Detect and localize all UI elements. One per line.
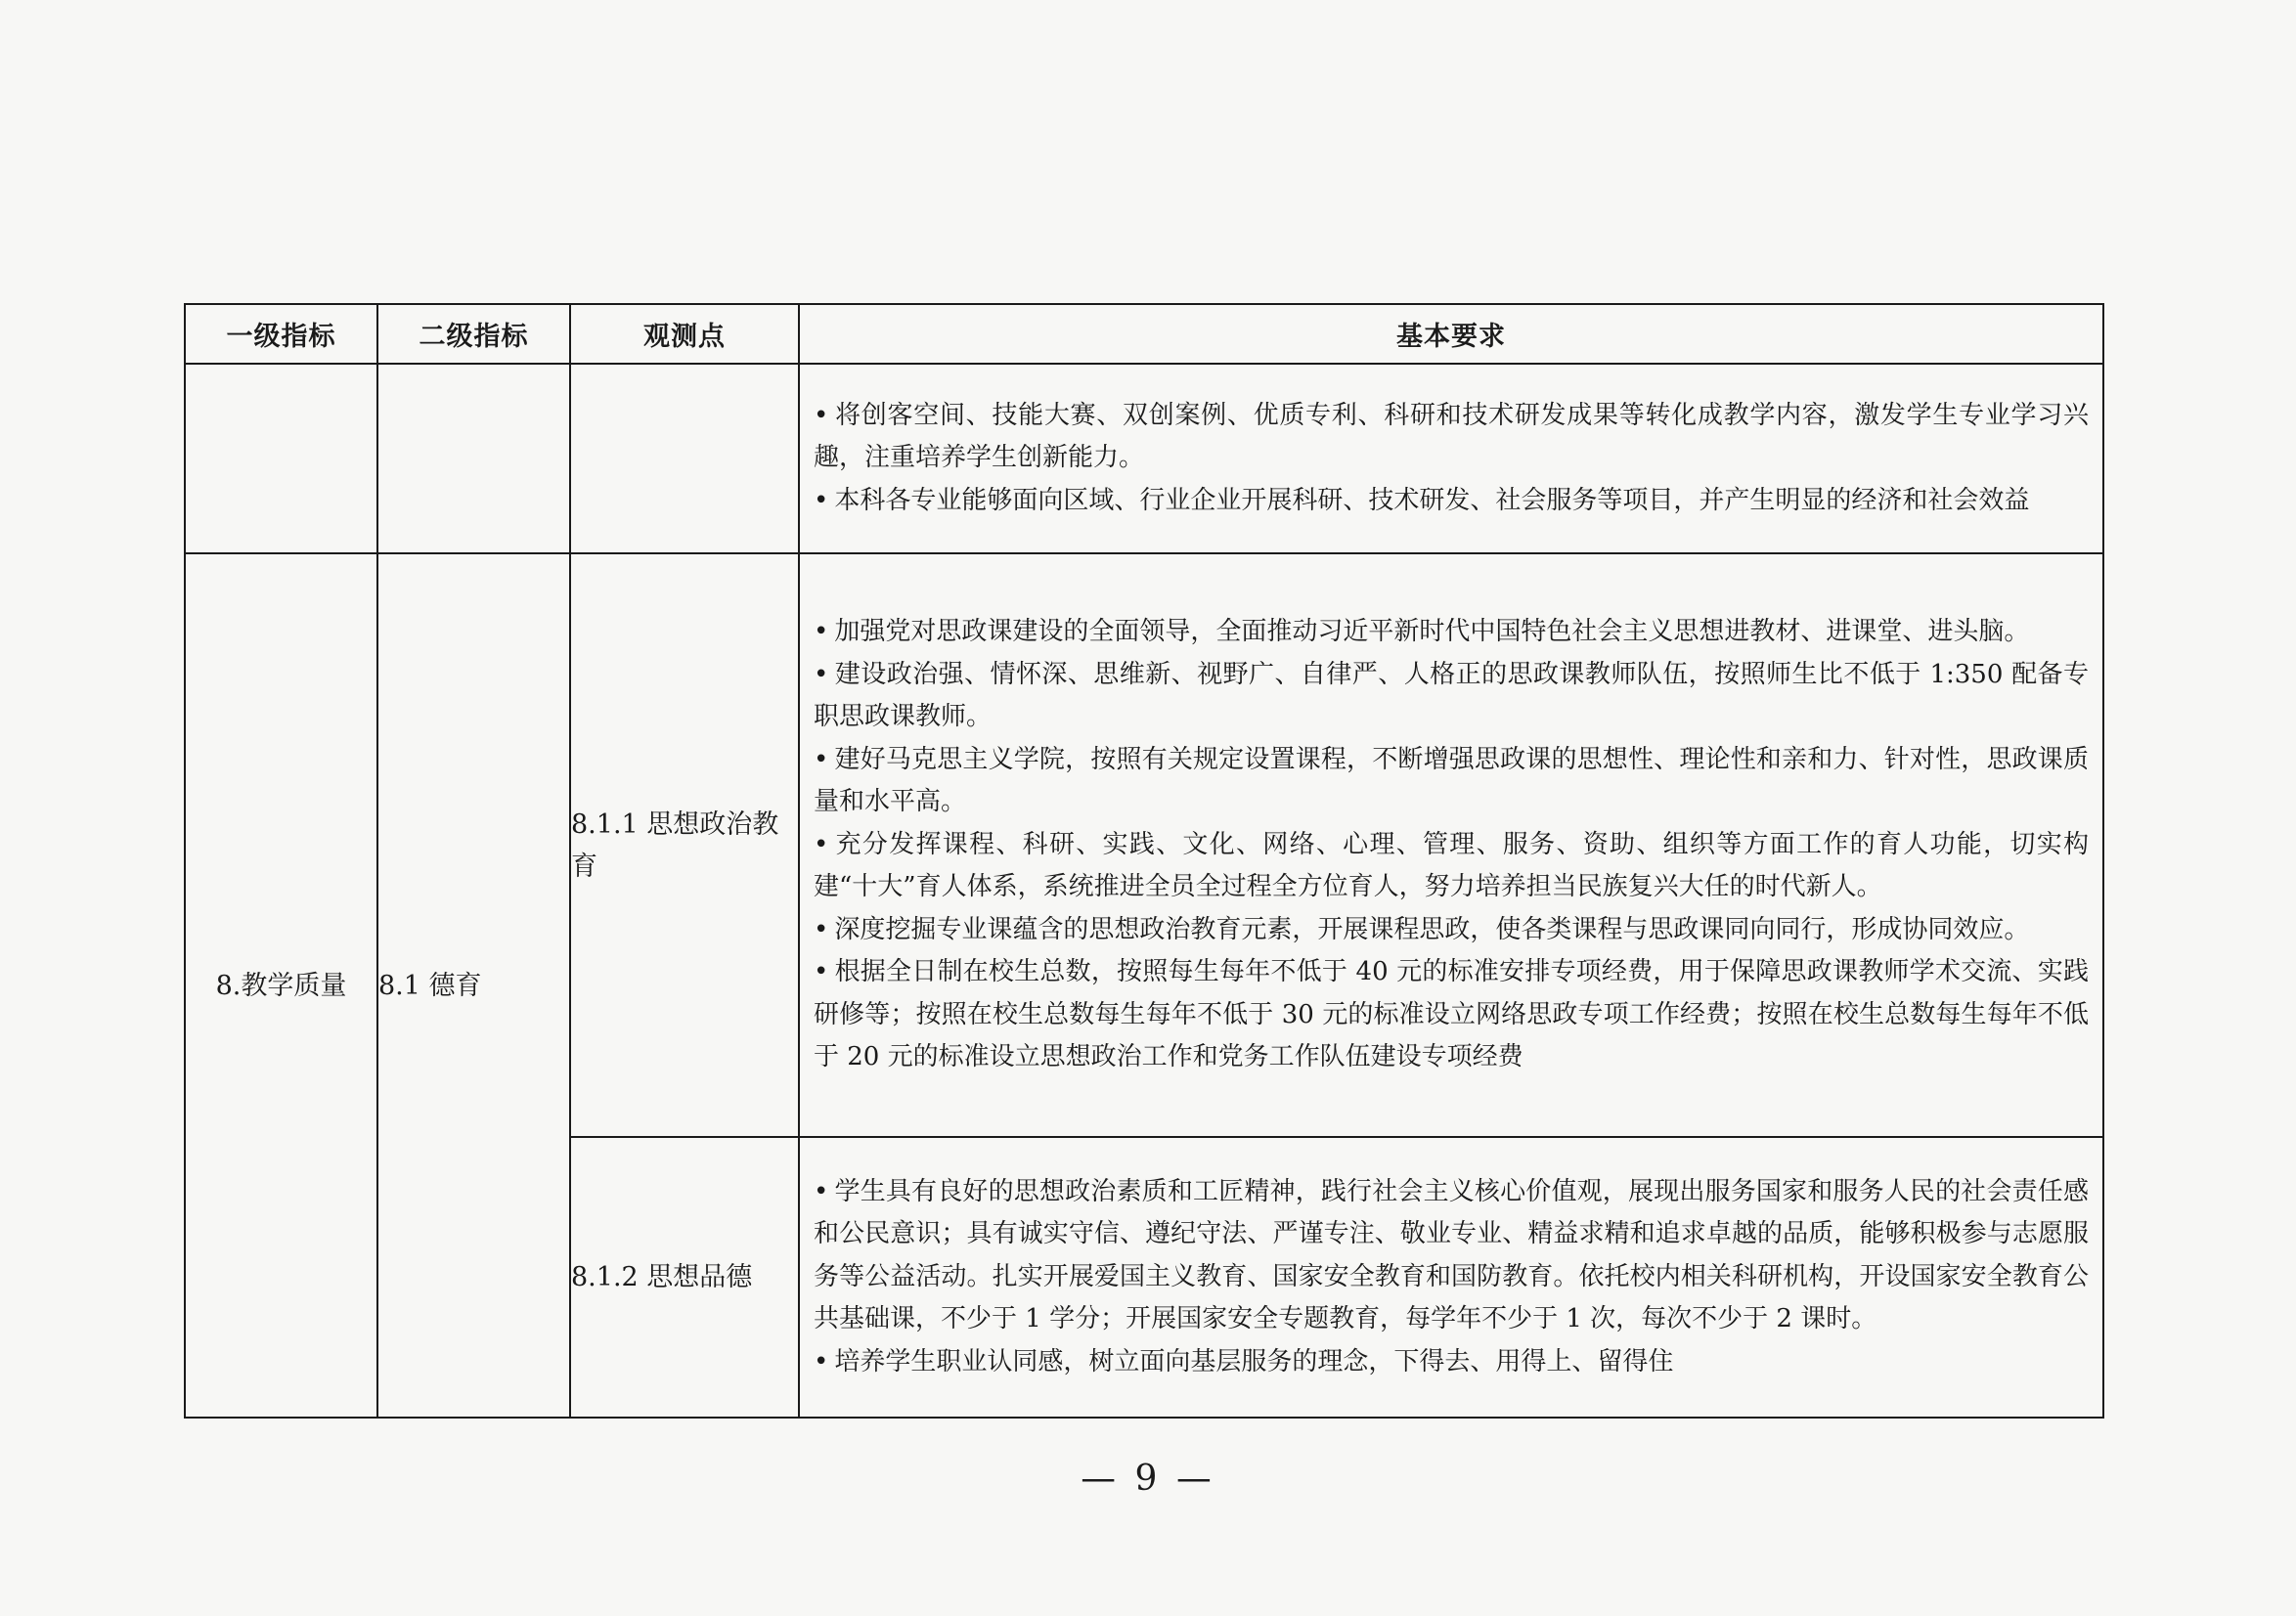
requirements-list xyxy=(800,603,2102,1087)
bullet-icon: • xyxy=(814,957,829,987)
observation-point: 8.1.2 思想品德 xyxy=(570,1137,799,1418)
header-basic-requirements: 基本要求 xyxy=(799,304,2103,364)
table-row xyxy=(185,553,2103,1137)
page-number xyxy=(0,1459,2296,1499)
list-item: • 根据全日制在校生总数，按照每生每年不低于 40 元的标准安排专项经费，用于保障思政课教师学术交流、实践研修等；按照在校生总数每生每年不低于 30 元的标准设立网络思政专项工作经费；按照在校生总数每生每年不低于 20 元的标准设立思想政治工作和党务工作队伍建设专项经费 xyxy=(814,957,2089,1072)
bullet-icon: • xyxy=(814,1346,829,1376)
list-item: • 加强党对思政课建设的全面领导，全面推动习近平新时代中国特色社会主义思想进教材、进课堂、进头脑。 xyxy=(814,617,2030,647)
bullet-icon: • xyxy=(814,829,829,859)
list-item: • 将创客空间、技能大赛、双创案例、优质专利、科研和技术研发成果等转化成教学内容，激发学生专业学习兴趣，注重培养学生创新能力。 xyxy=(814,400,2089,473)
table-header-row xyxy=(185,304,2103,364)
empty-cell xyxy=(570,364,799,553)
requirements-cell xyxy=(799,553,2103,1137)
bullet-icon: • xyxy=(814,485,829,515)
list-item: • 深度挖掘专业课蕴含的思想政治教育元素，开展课程思政，使各类课程与思政课同向同行，形成协同效应。 xyxy=(814,914,2030,944)
level2-indicator: 8.1 德育 xyxy=(377,553,570,1418)
dash-right: — xyxy=(1175,1459,1215,1499)
requirements-list xyxy=(800,387,2102,531)
level1-indicator: 8.教学质量 xyxy=(185,553,377,1418)
bullet-icon: • xyxy=(814,400,829,430)
page-number-value: 9 xyxy=(1134,1459,1162,1499)
empty-cell xyxy=(377,364,570,553)
requirements-cell xyxy=(799,1137,2103,1418)
list-item: • 培养学生职业认同感，树立面向基层服务的理念，下得去、用得上、留得住 xyxy=(814,1346,1674,1376)
bullet-icon: • xyxy=(814,659,829,689)
list-item: • 本科各专业能够面向区域、行业企业开展科研、技术研发、社会服务等项目，并产生明显的经济和社会效益 xyxy=(814,485,2030,515)
bullet-icon: • xyxy=(814,744,829,774)
header-observation-point: 观测点 xyxy=(570,304,799,364)
list-item: • 建设政治强、情怀深、思维新、视野广、自律严、人格正的思政课教师队伍，按照师生比不低于 1:350 配备专职思政课教师。 xyxy=(814,659,2089,732)
header-level1: 一级指标 xyxy=(185,304,377,364)
observation-point: 8.1.1 思想政治教育 xyxy=(570,553,799,1137)
list-item: • 充分发挥课程、科研、实践、文化、网络、心理、管理、服务、资助、组织等方面工作的育人功能，切实构建“十大”育人体系，系统推进全员全过程全方位育人，努力培养担当民族复兴大任的时代新人。 xyxy=(814,829,2089,902)
bullet-icon: • xyxy=(814,914,829,944)
requirements-cell xyxy=(799,364,2103,553)
dash-left: — xyxy=(1081,1459,1121,1499)
requirements-list xyxy=(800,1163,2102,1392)
table-row xyxy=(185,364,2103,553)
bullet-icon: • xyxy=(814,617,829,647)
empty-cell xyxy=(185,364,377,553)
list-item: • 建好马克思主义学院，按照有关规定设置课程，不断增强思政课的思想性、理论性和亲和力、针对性，思政课质量和水平高。 xyxy=(814,744,2089,817)
requirements-table xyxy=(184,303,2104,1419)
bullet-icon: • xyxy=(814,1176,829,1206)
list-item: • 学生具有良好的思想政治素质和工匠精神，践行社会主义核心价值观，展现出服务国家和服务人民的社会责任感和公民意识；具有诚实守信、遵纪守法、严谨专注、敬业专业、精益求精和追求卓越的品质，能够积极参与志愿服务等公益活动。扎实开展爱国主义教育、国家安全教育和国防教育。依托校内相关科研机构，开设国家安全教育公共基础课，不少于 1 学分；开展国家安全专题教育，每学年不少于 1 次，每次不少于 2 课时。 xyxy=(814,1176,2089,1334)
header-level2: 二级指标 xyxy=(377,304,570,364)
